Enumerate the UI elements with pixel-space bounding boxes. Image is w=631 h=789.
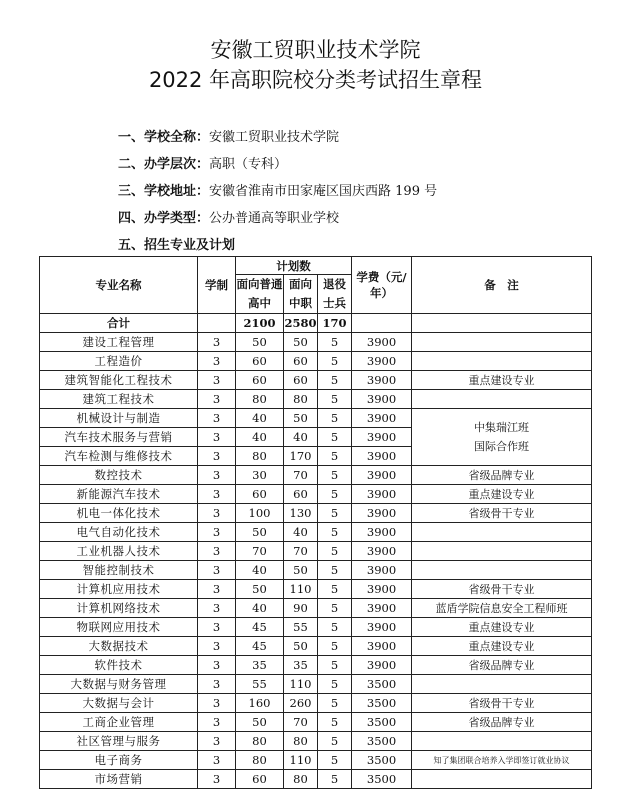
plan-vocational: 80 (284, 770, 318, 789)
plan-high-school: 55 (236, 675, 284, 694)
plan-high-school: 60 (236, 770, 284, 789)
plan-veterans: 5 (318, 694, 352, 713)
plan-high-school: 80 (236, 732, 284, 751)
plan-veterans: 5 (318, 523, 352, 542)
duration: 3 (198, 618, 236, 637)
plan-high-school: 40 (236, 409, 284, 428)
plan-high-school: 35 (236, 656, 284, 675)
major-name: 社区管理与服务 (40, 732, 198, 751)
plan-high-school: 60 (236, 352, 284, 371)
tuition-fee: 3900 (352, 542, 412, 561)
plan-veterans: 5 (318, 751, 352, 770)
note (412, 333, 592, 352)
plan-vocational: 70 (284, 542, 318, 561)
plan-vocational: 70 (284, 466, 318, 485)
major-name: 工商企业管理 (40, 713, 198, 732)
section-label: 二、办学层次： (118, 157, 210, 172)
duration: 3 (198, 637, 236, 656)
note (412, 561, 592, 580)
major-name: 电子商务 (40, 751, 198, 770)
major-name: 市场营销 (40, 770, 198, 789)
plan-veterans: 5 (318, 618, 352, 637)
note (412, 542, 592, 561)
section-type (118, 207, 339, 226)
note: 省级品牌专业 (412, 466, 592, 485)
table-row (40, 504, 592, 523)
major-name: 汽车技术服务与营销 (40, 428, 198, 447)
major-name: 大数据与会计 (40, 694, 198, 713)
plan-veterans: 5 (318, 770, 352, 789)
section-value: 安徽省淮南市田家庵区国庆西路 199 号 (209, 184, 438, 199)
major-name: 大数据与财务管理 (40, 675, 198, 694)
plan-veterans: 5 (318, 409, 352, 428)
duration: 3 (198, 713, 236, 732)
duration: 3 (198, 466, 236, 485)
tuition-fee: 3900 (352, 390, 412, 409)
duration: 3 (198, 523, 236, 542)
section-majors-plan (118, 234, 235, 253)
plan-high-school: 80 (236, 447, 284, 466)
plan-high-school: 30 (236, 466, 284, 485)
merged-note-cell (412, 409, 592, 466)
tuition-fee: 3900 (352, 618, 412, 637)
tuition-fee: 3500 (352, 732, 412, 751)
note: 省级骨干专业 (412, 580, 592, 599)
major-name: 计算机应用技术 (40, 580, 198, 599)
duration: 3 (198, 447, 236, 466)
header-veterans: 退役士兵 (318, 275, 352, 314)
duration: 3 (198, 352, 236, 371)
note: 重点建设专业 (412, 637, 592, 656)
section-label: 一、学校全称： (118, 130, 210, 145)
plan-high-school: 50 (236, 333, 284, 352)
note (412, 390, 592, 409)
plan-high-school: 60 (236, 485, 284, 504)
section-label: 四、办学类型： (118, 211, 210, 226)
tuition-fee: 3900 (352, 656, 412, 675)
major-name: 工程造价 (40, 352, 198, 371)
major-name: 工业机器人技术 (40, 542, 198, 561)
document-title-line-1: 安徽工贸职业技术学院 (210, 38, 421, 62)
plan-vocational: 60 (284, 352, 318, 371)
tuition-fee: 3900 (352, 485, 412, 504)
duration: 3 (198, 580, 236, 599)
note: 重点建设专业 (412, 485, 592, 504)
plan-vocational: 50 (284, 561, 318, 580)
major-name: 建筑智能化工程技术 (40, 371, 198, 390)
tuition-fee: 3900 (352, 580, 412, 599)
major-name: 物联网应用技术 (40, 618, 198, 637)
document-title-line-2: 2022 年高职院校分类考试招生章程 (148, 68, 483, 92)
table-row (40, 485, 592, 504)
major-name: 建设工程管理 (40, 333, 198, 352)
table-row (40, 561, 592, 580)
duration: 3 (198, 371, 236, 390)
table-row (40, 618, 592, 637)
note (412, 523, 592, 542)
plan-high-school: 50 (236, 523, 284, 542)
table-row (40, 542, 592, 561)
plan-high-school: 80 (236, 751, 284, 770)
note: 重点建设专业 (412, 618, 592, 637)
plan-vocational: 170 (284, 447, 318, 466)
note (412, 732, 592, 751)
plan-veterans: 5 (318, 675, 352, 694)
note (412, 352, 592, 371)
duration: 3 (198, 485, 236, 504)
note (412, 675, 592, 694)
plan-veterans: 5 (318, 485, 352, 504)
major-name: 电气自动化技术 (40, 523, 198, 542)
table-row (40, 523, 592, 542)
plan-high-school: 60 (236, 371, 284, 390)
table-row (40, 751, 592, 770)
tuition-fee: 3900 (352, 561, 412, 580)
tuition-fee: 3900 (352, 428, 412, 447)
plan-veterans: 5 (318, 428, 352, 447)
tuition-fee: 3500 (352, 713, 412, 732)
header-high-school: 面向普通高中 (236, 275, 284, 314)
plan-high-school: 45 (236, 618, 284, 637)
section-level (118, 153, 287, 172)
plan-veterans: 5 (318, 447, 352, 466)
major-name: 智能控制技术 (40, 561, 198, 580)
plan-veterans: 5 (318, 504, 352, 523)
duration: 3 (198, 675, 236, 694)
plan-vocational: 90 (284, 599, 318, 618)
duration: 3 (198, 770, 236, 789)
note: 知了集团联合培养入学即签订就业协议 (412, 751, 592, 770)
header-major: 专业名称 (40, 257, 198, 314)
plan-vocational: 60 (284, 485, 318, 504)
tuition-fee: 3900 (352, 333, 412, 352)
duration: 3 (198, 333, 236, 352)
plan-veterans: 5 (318, 390, 352, 409)
duration: 3 (198, 599, 236, 618)
total-vocational: 2580 (284, 314, 318, 333)
plan-veterans: 5 (318, 542, 352, 561)
plan-vocational: 55 (284, 618, 318, 637)
note: 省级品牌专业 (412, 713, 592, 732)
plan-high-school: 80 (236, 390, 284, 409)
major-name: 机电一体化技术 (40, 504, 198, 523)
tuition-fee: 3900 (352, 523, 412, 542)
plan-veterans: 5 (318, 561, 352, 580)
duration: 3 (198, 751, 236, 770)
plan-high-school: 100 (236, 504, 284, 523)
note: 重点建设专业 (412, 371, 592, 390)
table-row (40, 333, 592, 352)
plan-vocational: 70 (284, 713, 318, 732)
section-value: 高职（专科） (209, 157, 288, 172)
plan-vocational: 40 (284, 523, 318, 542)
total-label: 合计 (40, 314, 198, 333)
table-row (40, 352, 592, 371)
plan-vocational: 80 (284, 390, 318, 409)
table-row-total (40, 314, 592, 333)
duration: 3 (198, 694, 236, 713)
plan-vocational: 110 (284, 675, 318, 694)
total-veterans: 170 (318, 314, 352, 333)
table-row (40, 732, 592, 751)
tuition-fee: 3500 (352, 675, 412, 694)
table-row (40, 713, 592, 732)
table-row (40, 675, 592, 694)
tuition-fee: 3500 (352, 751, 412, 770)
duration: 3 (198, 561, 236, 580)
section-label: 三、学校地址： (118, 184, 210, 199)
table-row (40, 599, 592, 618)
tuition-fee: 3900 (352, 599, 412, 618)
major-name: 汽车检测与维修技术 (40, 447, 198, 466)
tuition-fee: 3900 (352, 352, 412, 371)
tuition-fee: 3900 (352, 371, 412, 390)
table-row (40, 390, 592, 409)
duration: 3 (198, 732, 236, 751)
major-name: 机械设计与制造 (40, 409, 198, 428)
plan-vocational: 80 (284, 732, 318, 751)
duration: 3 (198, 504, 236, 523)
plan-vocational: 110 (284, 580, 318, 599)
plan-high-school: 40 (236, 561, 284, 580)
plan-high-school: 40 (236, 428, 284, 447)
section-full-name (118, 126, 339, 145)
total-duration (198, 314, 236, 333)
plan-veterans: 5 (318, 371, 352, 390)
header-plan: 计划数 (236, 257, 352, 275)
tuition-fee: 3500 (352, 770, 412, 789)
note: 蓝盾学院信息安全工程师班 (412, 599, 592, 618)
duration: 3 (198, 656, 236, 675)
major-name: 软件技术 (40, 656, 198, 675)
header-fee: 学费（元/年） (352, 257, 412, 314)
major-name: 新能源汽车技术 (40, 485, 198, 504)
duration: 3 (198, 409, 236, 428)
plan-vocational: 130 (284, 504, 318, 523)
plan-vocational: 260 (284, 694, 318, 713)
major-name: 计算机网络技术 (40, 599, 198, 618)
duration: 3 (198, 542, 236, 561)
major-name: 大数据技术 (40, 637, 198, 656)
tuition-fee: 3900 (352, 447, 412, 466)
plan-vocational: 110 (284, 751, 318, 770)
note-text: 国际合作班 (474, 440, 530, 453)
plan-veterans: 5 (318, 352, 352, 371)
duration: 3 (198, 428, 236, 447)
plan-vocational: 50 (284, 333, 318, 352)
tuition-fee: 3900 (352, 466, 412, 485)
total-high-school: 2100 (236, 314, 284, 333)
section-value: 安徽工贸职业技术学院 (209, 130, 340, 145)
plan-vocational: 35 (284, 656, 318, 675)
plan-veterans: 5 (318, 656, 352, 675)
table-row (40, 409, 592, 428)
plan-vocational: 50 (284, 637, 318, 656)
table-row (40, 770, 592, 789)
table-row (40, 694, 592, 713)
plan-high-school: 70 (236, 542, 284, 561)
table-row (40, 580, 592, 599)
note: 省级品牌专业 (412, 656, 592, 675)
plan-veterans: 5 (318, 713, 352, 732)
note (412, 770, 592, 789)
total-note (412, 314, 592, 333)
tuition-fee: 3900 (352, 637, 412, 656)
major-name: 建筑工程技术 (40, 390, 198, 409)
plan-high-school: 160 (236, 694, 284, 713)
table-row (40, 466, 592, 485)
section-address (118, 180, 437, 199)
plan-vocational: 60 (284, 371, 318, 390)
enrollment-plan-table (39, 256, 592, 789)
plan-high-school: 50 (236, 713, 284, 732)
major-name: 数控技术 (40, 466, 198, 485)
plan-veterans: 5 (318, 732, 352, 751)
plan-vocational: 50 (284, 409, 318, 428)
table-row (40, 371, 592, 390)
plan-vocational: 40 (284, 428, 318, 447)
table-row (40, 656, 592, 675)
section-label: 五、招生专业及计划 (118, 238, 236, 253)
tuition-fee: 3900 (352, 504, 412, 523)
plan-veterans: 5 (318, 637, 352, 656)
section-value: 公办普通高等职业学校 (209, 211, 340, 226)
total-fee (352, 314, 412, 333)
tuition-fee: 3900 (352, 409, 412, 428)
plan-veterans: 5 (318, 599, 352, 618)
header-note: 备 注 (412, 257, 592, 314)
duration: 3 (198, 390, 236, 409)
tuition-fee: 3500 (352, 694, 412, 713)
note-text: 中集瑞江班 (474, 421, 530, 434)
plan-high-school: 40 (236, 599, 284, 618)
plan-veterans: 5 (318, 333, 352, 352)
table-row (40, 637, 592, 656)
header-duration: 学制 (198, 257, 236, 314)
plan-veterans: 5 (318, 466, 352, 485)
header-vocational: 面向中职 (284, 275, 318, 314)
note: 省级骨干专业 (412, 504, 592, 523)
note: 省级骨干专业 (412, 694, 592, 713)
plan-veterans: 5 (318, 580, 352, 599)
plan-high-school: 50 (236, 580, 284, 599)
plan-high-school: 45 (236, 637, 284, 656)
